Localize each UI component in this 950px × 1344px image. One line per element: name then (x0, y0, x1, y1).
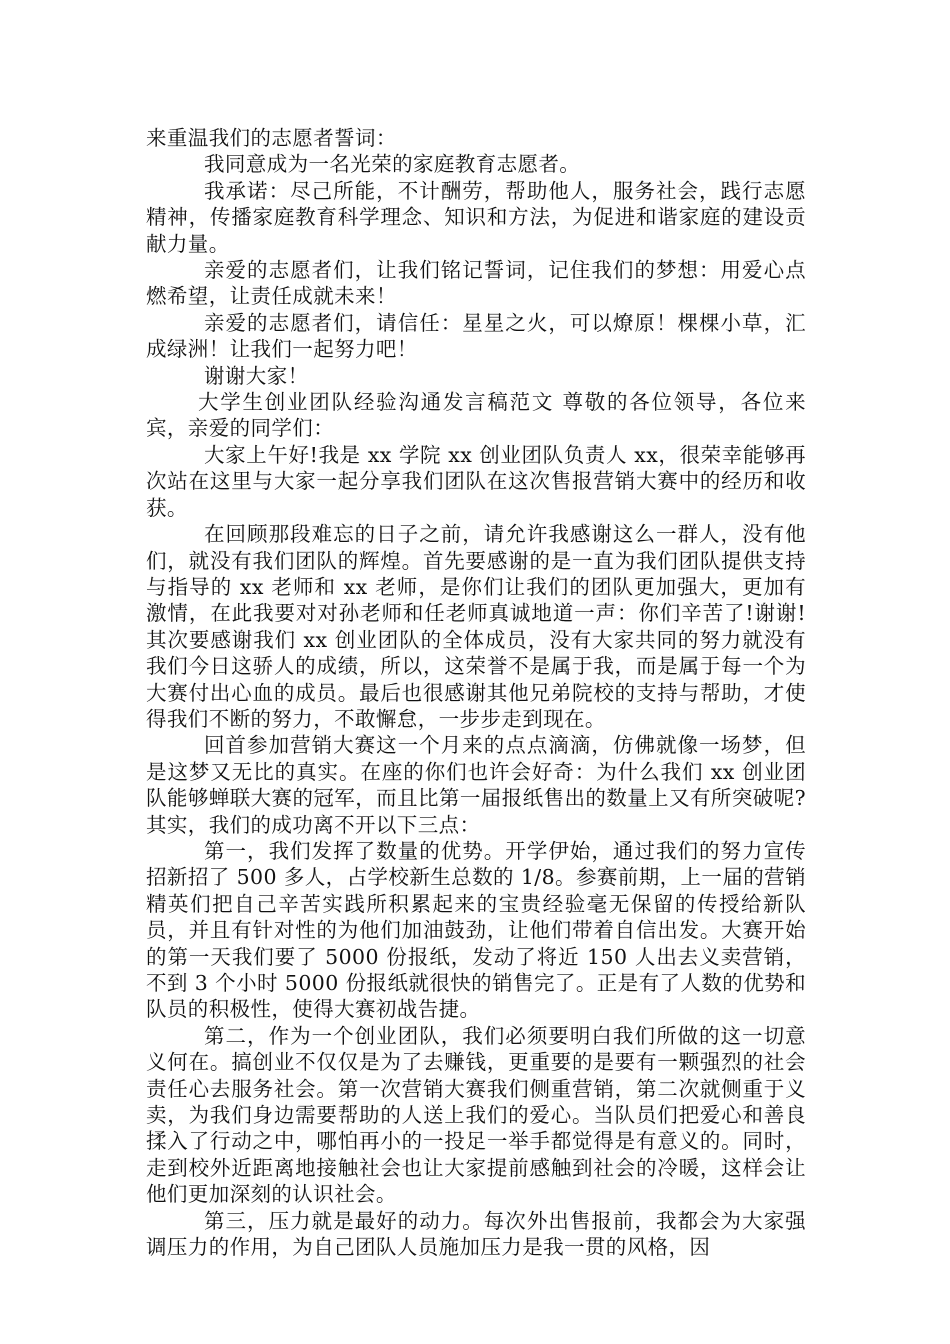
document-body (146, 125, 806, 1260)
paragraph: 我同意成为一名光荣的家庭教育志愿者。 (204, 152, 581, 177)
paragraph: 谢谢大家！ (204, 363, 309, 388)
paragraph: 来重温我们的志愿者誓词： (146, 126, 397, 150)
paragraph: 大家上午好!我是 xx 学院 xx 创业团队负责人 xx，很荣幸能够再次站在这里与大家一起分享我们团队在这次售报营销大赛中的经历和收获。 (146, 442, 806, 520)
paragraph: 第三，压力就是最好的动力。每次外出售报前，我都会为大家强调压力的作用，为自己团队人员施加压力是我一贯的风格，因 (146, 1208, 806, 1260)
paragraph: 第二，作为一个创业团队，我们必须要明白我们所做的这一切意义何在。搞创业不仅仅是为了去赚钱，更重要的是要有一颗强烈的社会责任心去服务社会。第一次营销大赛我们侧重营销，第二次就侧重于义卖，为我们身边需要帮助的人送上我们的爱心。当队员们把爱心和善良揉入了行动之中，哪怕再小的一投足一举手都觉得是有意义的。同时，走到校外近距离地接触社会也让大家提前感触到社会的冷暖，这样会让他们更加深刻的认识社会。 (146, 1023, 806, 1207)
paragraph: 亲爱的志愿者们，让我们铭记誓词，记住我们的梦想：用爱心点燃希望，让责任成就未来！ (146, 258, 806, 309)
paragraph: 我承诺：尽己所能，不计酬劳，帮助他人，服务社会，践行志愿精神，传播家庭教育科学理念、知识和方法，为促进和谐家庭的建设贡献力量。 (146, 178, 806, 256)
paragraph: 第一，我们发挥了数量的优势。开学伊始，通过我们的努力宣传招新招了 500 多人，占学校新生总数的 1/8。参赛前期，上一届的营销精英们把自己辛苦实践所积累起来的宝贵经验毫无保留的传授给新队员，并且有针对性的为他们加油鼓劲，让他们带着自信出发。大赛开始的第一天我们要了 5000 份报纸，发动了将近 150 人出去义卖营销，不到 3 个小时 5000 份报纸就很快的销售完了。正是有了人数的优势和队员的积极性，使得大赛初战告捷。 (146, 838, 806, 1022)
paragraph: 亲爱的志愿者们，请信任：星星之火，可以燎原！棵棵小草，汇成绿洲！让我们一起努力吧！ (146, 310, 806, 362)
paragraph: 回首参加营销大赛这一个月来的点点滴滴，仿佛就像一场梦，但是这梦又无比的真实。在座的你们也许会好奇：为什么我们 xx 创业团队能够蝉联大赛的冠军，而且比第一届报纸售出的数量上又有所突破呢?其实，我们的成功离不开以下三点： (146, 733, 806, 837)
speech-title-paragraph: 大学生创业团队经验沟通发言稿范文 尊敬的各位领导，各位来宾，亲爱的同学们： (146, 390, 806, 441)
paragraph: 在回顾那段难忘的日子之前，请允许我感谢这么一群人，没有他们，就没有我们团队的辉煌。首先要感谢的是一直为我们团队提供支持与指导的 xx 老师和 xx 老师，是你们让我们的团队更加强大，更加有激情，在此我要对对孙老师和任老师真诚地道一声：你们辛苦了!谢谢!其次要感谢我们 xx 创业团队的全体成员，没有大家共同的努力就没有我们今日这骄人的成绩，所以，这荣誉不是属于我，而是属于每一个为大赛付出心血的成员。最后也很感谢其他兄弟院校的支持与帮助，才使得我们不断的努力，不敢懈怠，一步步走到现在。 (146, 522, 806, 731)
